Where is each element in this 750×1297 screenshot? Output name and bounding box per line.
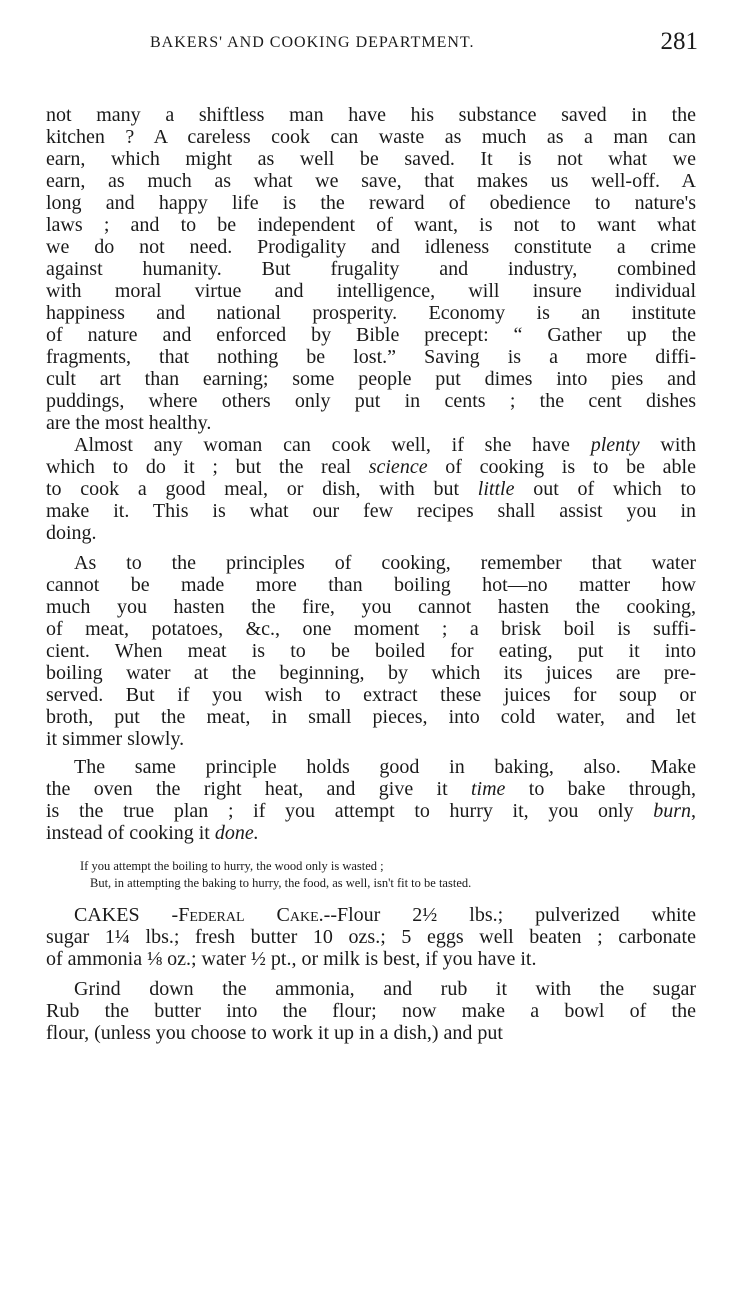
text-segment: to cook a good meal, or dish, with but xyxy=(46,478,478,500)
text-segment: of ammonia ⅛ oz.; water ½ pt., or milk is best, if you have it. xyxy=(46,948,537,970)
text-segment: of meat, potatoes, &c., one moment ; a brisk boil is suffi- xyxy=(46,618,696,640)
text-line xyxy=(46,390,696,412)
text-line xyxy=(46,728,696,750)
paragraph-baking xyxy=(46,756,696,844)
text-segment: Rub the butter into the flour; now make a bowl of the xyxy=(46,1000,696,1022)
text-segment: laws ; and to be independent of want, is not to want what xyxy=(46,214,696,236)
text-segment: Grind down the ammonia, and rub it with the sugar xyxy=(74,978,696,1000)
text-line xyxy=(46,926,696,948)
text-segment: with xyxy=(639,434,696,456)
text-line xyxy=(80,858,730,875)
text-segment: much you hasten the fire, you cannot hasten the cooking, xyxy=(46,596,696,618)
paragraph-cooking-science xyxy=(46,434,696,544)
text-line xyxy=(46,324,696,346)
text-segment: sugar 1¼ lbs.; fresh butter 10 ozs.; 5 eggs well beaten ; carbonate xyxy=(46,926,696,948)
italic-text: science xyxy=(368,456,428,478)
text-line xyxy=(46,756,696,778)
text-segment: earn, which might as well be saved. It is not what we xyxy=(46,148,696,170)
recipe-federal-cake xyxy=(46,904,696,970)
text-line xyxy=(46,800,696,822)
text-segment: fragments, that nothing be lost.” Saving is a more diffi- xyxy=(46,346,696,368)
text-line xyxy=(46,368,696,390)
text-segment: boiling water at the beginning, by which its juices are pre- xyxy=(46,662,696,684)
text-segment: If you attempt the boiling to hurry, the wood only is wasted ; xyxy=(80,859,384,873)
text-segment: kitchen ? A careless cook can waste as much as a man can xyxy=(46,126,696,148)
text-segment: make it. This is what our few recipes shall assist you in xyxy=(46,500,696,522)
text-segment: to bake through, xyxy=(505,778,696,800)
text-segment: broth, put the meat, in small pieces, into cold water, and let xyxy=(46,706,696,728)
text-segment: it simmer slowly. xyxy=(46,728,185,750)
page-header xyxy=(150,28,698,58)
italic-text: time xyxy=(471,778,506,800)
text-segment: served. But if you wish to extract these juices for soup or xyxy=(46,684,696,706)
text-line xyxy=(46,500,696,522)
text-segment: which to do it ; but the real xyxy=(46,456,369,478)
text-line xyxy=(46,434,696,456)
text-segment: But, in attempting the baking to hurry, the food, as well, isn't fit to be tasted. xyxy=(90,876,472,890)
text-segment: happiness and national prosperity. Economy is an institute xyxy=(46,302,696,324)
text-segment: flour, (unless you choose to work it up in a dish,) and put xyxy=(46,1022,503,1044)
text-line xyxy=(46,346,696,368)
text-line xyxy=(46,948,696,970)
text-line xyxy=(46,574,696,596)
text-line xyxy=(80,875,730,892)
text-line xyxy=(46,662,696,684)
italic-text: little xyxy=(477,478,515,500)
text-line xyxy=(46,978,696,1000)
text-line xyxy=(46,170,696,192)
text-line xyxy=(46,126,696,148)
text-segment: of nature and enforced by Bible precept: “ Gather up the xyxy=(46,324,696,346)
text-line xyxy=(46,640,696,662)
text-line xyxy=(46,104,696,126)
text-segment: cient. When meat is to be boiled for eating, put it into xyxy=(46,640,696,662)
verse-couplet xyxy=(80,858,730,892)
italic-text: plenty xyxy=(590,434,640,456)
text-line xyxy=(46,236,696,258)
text-segment: are the most healthy. xyxy=(46,412,212,434)
text-segment: of cooking is to be able xyxy=(427,456,696,478)
text-segment: with moral virtue and intelligence, will insure individual xyxy=(46,280,696,302)
text-segment: cult art than earning; some people put dimes into pies and xyxy=(46,368,696,390)
text-line xyxy=(46,302,696,324)
text-segment: long and happy life is the reward of obedience to nature's xyxy=(46,192,696,214)
text-line xyxy=(46,618,696,640)
paragraph-economy xyxy=(46,104,696,434)
text-segment: , xyxy=(691,800,696,822)
text-segment: --Flour 2½ lbs.; pulverized white xyxy=(323,904,696,926)
text-line xyxy=(46,192,696,214)
text-segment: Federal Cake. xyxy=(178,904,324,926)
text-segment: As to the principles of cooking, remember that water xyxy=(74,552,696,574)
text-segment: out of which to xyxy=(514,478,697,500)
text-segment: earn, as much as what we save, that makes us well-off. A xyxy=(46,170,696,192)
text-line xyxy=(46,214,696,236)
text-line xyxy=(46,1022,696,1044)
text-line xyxy=(46,778,696,800)
text-segment: we do not need. Prodigality and idleness constitute a crime xyxy=(46,236,696,258)
text-segment: the oven the right heat, and give it xyxy=(46,778,471,800)
text-line xyxy=(46,1000,696,1022)
page-number: 281 xyxy=(660,28,698,55)
text-line xyxy=(46,478,696,500)
recipe-instructions xyxy=(46,978,696,1044)
text-line xyxy=(46,822,696,844)
paragraph-principles-of-cooking xyxy=(46,552,696,750)
italic-text: burn xyxy=(653,800,691,822)
text-line xyxy=(46,258,696,280)
text-segment: not many a shiftless man have his substance saved in the xyxy=(46,104,696,126)
text-line xyxy=(46,456,696,478)
italic-text: done. xyxy=(214,822,259,844)
text-line xyxy=(46,552,696,574)
text-segment: CAKES - xyxy=(74,904,179,926)
text-segment: puddings, where others only put in cents ; the cent dishes xyxy=(46,390,696,412)
text-segment: is the true plan ; if you attempt to hurry it, you only xyxy=(46,800,654,822)
text-line xyxy=(46,904,696,926)
text-segment: instead of cooking it xyxy=(46,822,215,844)
text-segment: Almost any woman can cook well, if she have xyxy=(74,434,591,456)
running-title: BAKERS' AND COOKING DEPARTMENT. xyxy=(150,34,475,51)
text-segment: cannot be made more than boiling hot—no matter how xyxy=(46,574,696,596)
text-line xyxy=(46,706,696,728)
text-segment: doing. xyxy=(46,522,97,544)
text-line xyxy=(46,684,696,706)
text-segment: against humanity. But frugality and industry, combined xyxy=(46,258,696,280)
text-line xyxy=(46,280,696,302)
text-line xyxy=(46,412,696,434)
text-line xyxy=(46,522,696,544)
text-segment: The same principle holds good in baking, also. Make xyxy=(74,756,696,778)
text-line xyxy=(46,596,696,618)
text-line xyxy=(46,148,696,170)
